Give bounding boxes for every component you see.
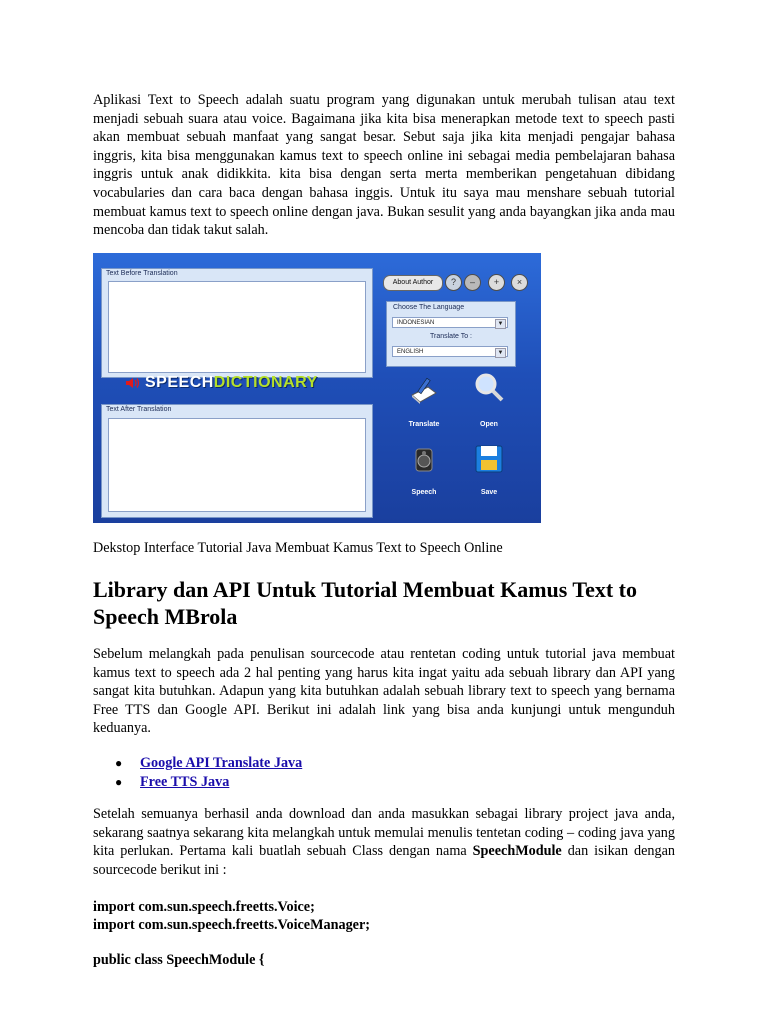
paragraph-setup (93, 805, 675, 879)
source-language-value: INDONESIAN (397, 320, 435, 326)
target-language-select[interactable] (392, 346, 508, 357)
choose-language-label: Choose The Language (393, 304, 465, 311)
speech-label: Speech (411, 489, 437, 496)
book-pen-icon (408, 375, 440, 407)
translate-label: Translate (408, 421, 440, 428)
image-caption: Dekstop Interface Tutorial Java Membuat Kamus Text to Speech Online (93, 540, 503, 556)
download-links (93, 754, 302, 791)
open-button[interactable] (468, 371, 510, 428)
app-logo (145, 374, 318, 392)
floppy-disk-icon (473, 443, 505, 475)
translate-button[interactable] (403, 375, 445, 428)
help-icon[interactable]: ? (445, 274, 462, 291)
target-language-value: ENGLISH (397, 349, 424, 355)
text-before-input[interactable] (108, 281, 366, 373)
bullet-icon: ● (115, 756, 123, 770)
code-line: public class SpeechModule { (93, 952, 265, 968)
paragraph-library: Sebelum melangkah pada penulisan sourcecode atau rentetan coding untuk tutorial java membuat kamus text to speech ada 2 hal penting yang harus kita ingat yaitu ada sebuah library dan API yang sangat kita butuhkan. Adapun yang kita butuhkan adalah sebuah library text to speech yang bernama Free TTS dan Google API. Berikut ini adalah link yang bisa anda kunjungi untuk mengunduh keduanya. (93, 646, 675, 737)
chevron-down-icon: ▼ (495, 319, 506, 329)
link-free-tts[interactable]: Free TTS Java (140, 773, 230, 790)
save-button[interactable] (468, 443, 510, 496)
magnifier-icon (473, 371, 505, 403)
list-item (93, 754, 302, 773)
class-name: SpeechModule (472, 843, 562, 860)
paragraph-setup-end: dan isikan dengan sourcecode berikut ini : (93, 843, 676, 878)
close-icon[interactable]: × (511, 274, 528, 291)
list-item (93, 773, 302, 792)
speaker-icon (126, 377, 140, 389)
paragraph-setup-text: Setelah semuanya berhasil anda download dan anda masukkan sebagai library project java anda, sekarang saatnya sekarang kita melangkah untuk memulai menulis tentetan coding – coding java yang kita perlukan. Pertama kali buatlah sebuah Class dengan nama (93, 806, 675, 860)
translate-to-label: Translate To : (429, 333, 473, 340)
app-screenshot (93, 253, 541, 523)
about-author-button[interactable]: About Author (383, 275, 443, 291)
link-google-api[interactable]: Google API Translate Java (140, 755, 303, 771)
text-after-panel (101, 404, 373, 518)
maximize-icon[interactable]: + (488, 274, 505, 291)
chevron-down-icon: ▼ (495, 348, 506, 358)
code-line: import com.sun.speech.freetts.VoiceManager; (93, 917, 370, 933)
text-before-panel (101, 268, 373, 378)
save-label: Save (480, 489, 498, 496)
intro-paragraph: Aplikasi Text to Speech adalah suatu program yang digunakan untuk merubah tulisan atau text menjadi sebuah suara atau voice. Bagaimana jika kita bisa menerapkan metode text to speech pasti akan membuat sebuah manfaat yang sangat besar. Sebut saja jika kita menjadi pengajar bahasa inggris, kita bisa menggunakan kamus text to speech online ini sebagai media pembelajaran bahasa inggris untuk anak didikkita. kita bisa dengan serta merta memberikan pengetahuan dibidang vocabularies dan cara baca dengan bahasa inggis. Untuk itu saya mau menshare sebuah tutorial membuat kamus text to speech online dengan java. Bukan sesulit yang anda bayangkan jika anda mau mencoba dan tidak takut salah. (93, 92, 675, 239)
section-heading: Library dan API Untuk Tutorial Membuat Kamus Text to Speech MBrola (93, 577, 637, 629)
language-panel (386, 301, 516, 367)
speaker-icon (408, 443, 440, 475)
open-label: Open (480, 421, 498, 428)
logo-dictionary: DICTIONARY (213, 374, 318, 391)
logo-speech: SPEECH (145, 374, 214, 391)
source-language-select[interactable] (392, 317, 508, 328)
text-after-output[interactable] (108, 418, 366, 512)
bullet-icon: ● (115, 774, 123, 789)
minimize-icon[interactable]: – (464, 274, 481, 291)
text-after-label: Text After Translation (106, 406, 172, 413)
text-before-label: Text Before Translation (106, 270, 178, 277)
speech-button[interactable] (403, 443, 445, 496)
code-line: import com.sun.speech.freetts.Voice; (93, 899, 315, 915)
